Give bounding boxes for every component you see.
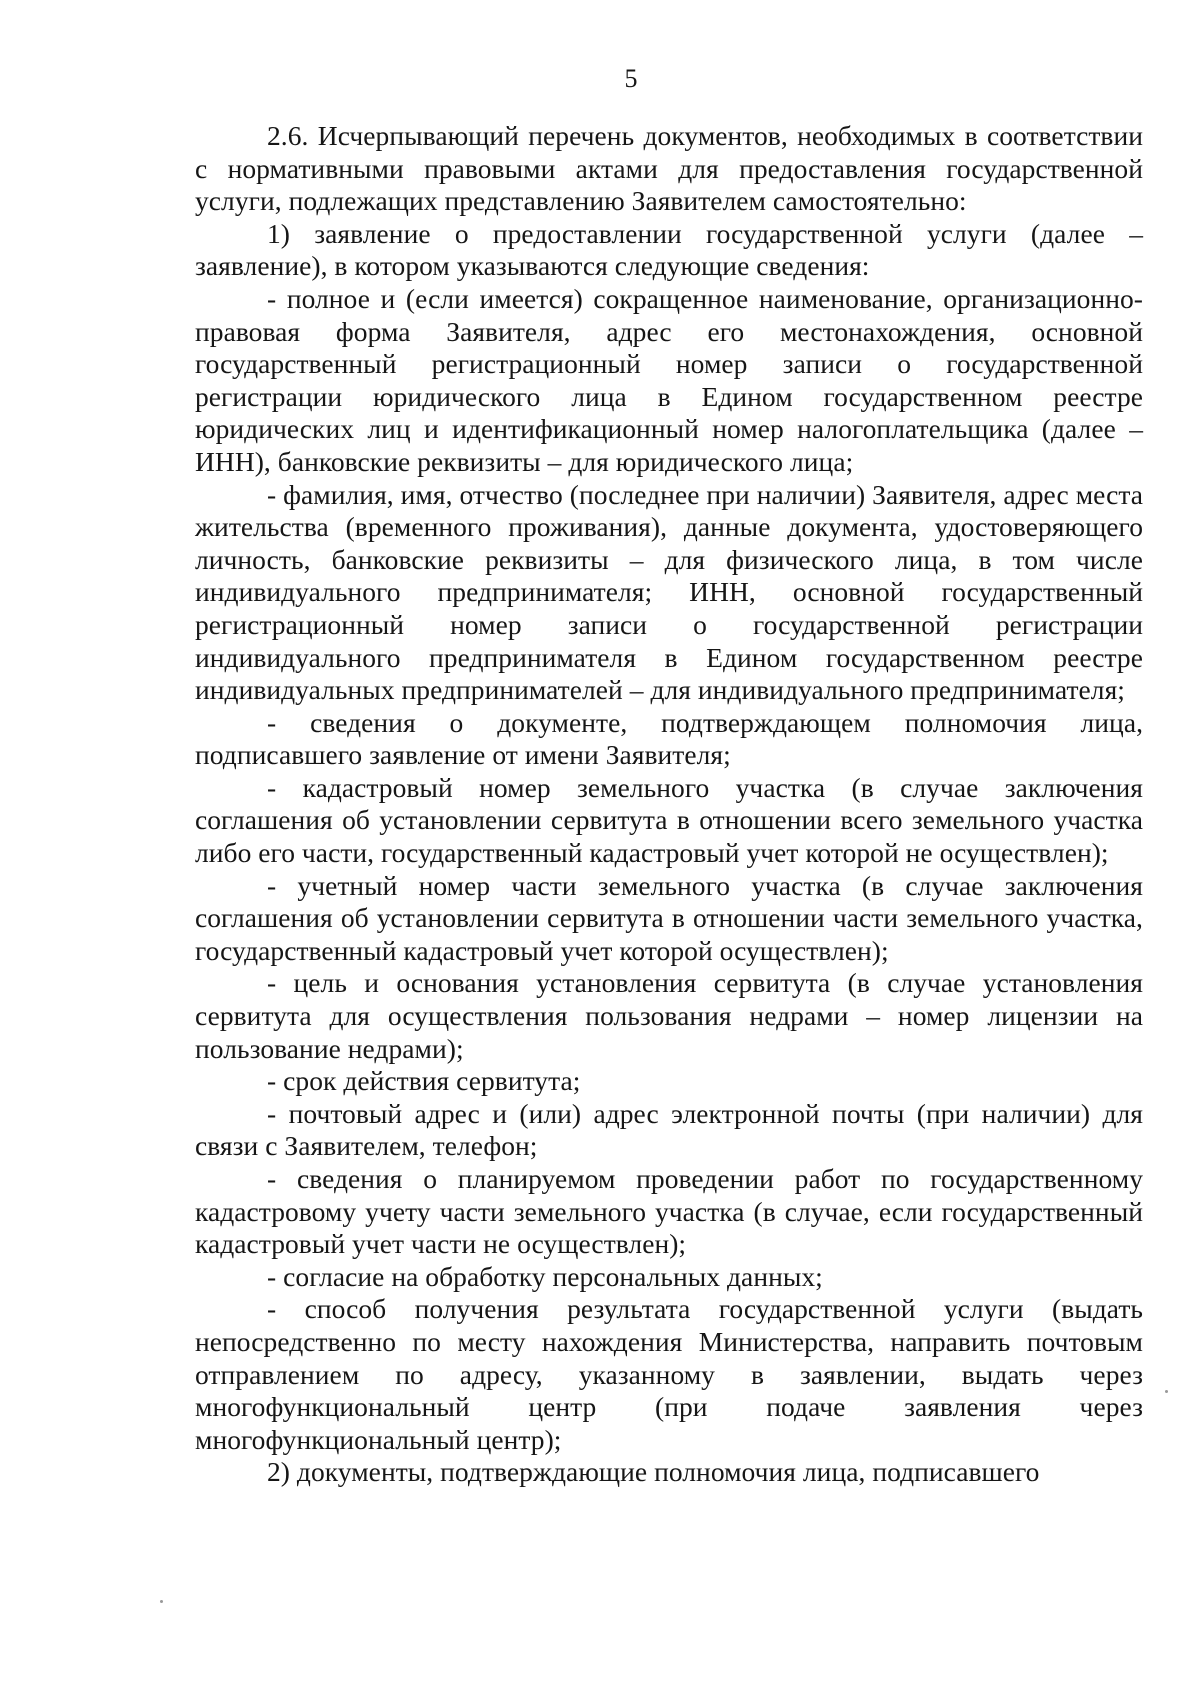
paragraph-planned-works: - сведения о планируемом проведении работ по государственному кадастровому учету части земельного участка (в случае, если государственный кадастровый учет части не осуществлен); [195,1163,1143,1260]
paragraph-servitude-term: - срок действия сервитута; [267,1065,581,1097]
scan-speck [1165,1390,1168,1393]
paragraph-contact-info: - почтовый адрес и (или) адрес электронной почты (при наличии) для связи с Заявителем, телефон; [195,1097,1143,1162]
paragraph-authority-document: - сведения о документе, подтверждающем полномочия лица, подписавшего заявление от имени Заявителя; [195,706,1143,771]
paragraph-result-delivery: - способ получения результата государственной услуги (выдать непосредственно по месту нахождения Министерства, направить почтовым отправлением по адресу, указанному в заявлении, выдать через многофункциональный центр (при подаче заявления через многофункциональный центр); [195,1293,1143,1455]
page-number: 5 [624,64,638,93]
paragraph-cadastral-number: - кадастровый номер земельного участка (в случае заключения соглашения об установлении сервитута в отношении всего земельного участка либо его части, государственный кадастровый учет которой не осуществлен); [195,771,1143,869]
paragraph-personal-data-consent: - согласие на обработку персональных данных; [267,1260,823,1292]
scan-speck [160,1600,163,1603]
paragraph-part-account-number: - учетный номер части земельного участка (в случае заключения соглашения об установлении сервитута в отношении части земельного участка, государственный кадастровый учет которой осуществлен); [195,869,1143,966]
paragraph-item-1-application: 1) заявление о предоставлении государственной услуги (далее – заявление), в котором указываются следующие сведения: [195,217,1143,282]
paragraph-individual-info: - фамилия, имя, отчество (последнее при наличии) Заявителя, адрес места жительства (временного проживания), данные документа, удостоверяющего личность, банковские реквизиты – для физического лица, в том числе индивидуального предпринимателя; ИНН, основной государственный регистрационный номер записи о государственной регистрации индивидуального предпринимателя в Едином государственном реестре индивидуальных предпринимателей – для индивидуального предпринимателя; [195,478,1143,706]
paragraph-legal-entity-info: - полное и (если имеется) сокращенное наименование, организационно-правовая форма Заявителя, адрес его местонахождения, основной государственный регистрационный номер записи о государственной регистрации юридического лица в Едином государственном реестре юридических лиц и идентификационный номер налогоплательщика (далее – ИНН), банковские реквизиты – для юридического лица; [195,282,1143,477]
document-body [195,120,1143,1489]
paragraph-2-6-heading: 2.6. Исчерпывающий перечень документов, необходимых в соответствии с нормативными правовыми актами для предоставления государственной услуги, подлежащих представлению Заявителем самостоятельно: [195,120,1143,217]
paragraph-item-2-documents: 2) документы, подтверждающие полномочия лица, подписавшего [267,1456,1040,1488]
paragraph-servitude-purpose: - цель и основания установления сервитута (в случае установления сервитута для осуществления пользования недрами – номер лицензии на пользование недрами); [195,967,1143,1064]
